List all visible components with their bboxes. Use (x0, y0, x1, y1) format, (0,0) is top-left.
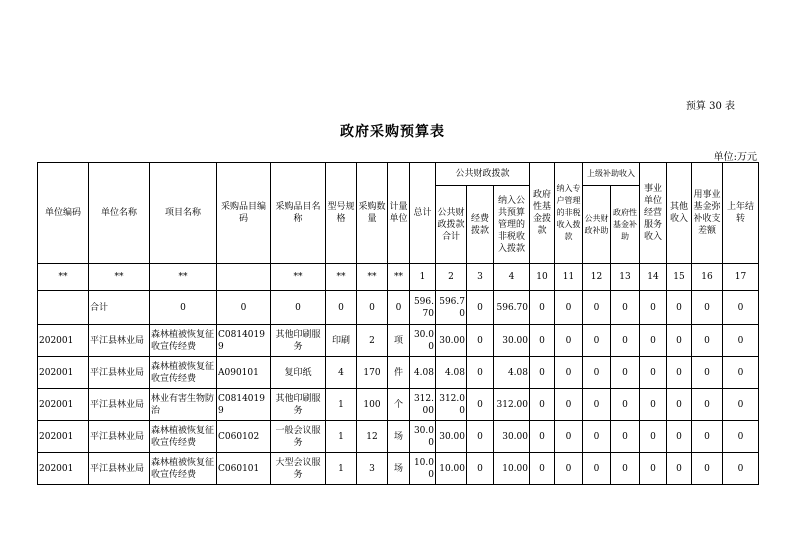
cell-total: 4.08 (410, 357, 436, 389)
cell-pf-sum: 4.08 (436, 357, 467, 389)
table-row (38, 291, 759, 325)
cell-other-income: 0 (667, 325, 692, 357)
header-pf-fee: 经费拨款 (467, 186, 494, 264)
index-cell: 1 (410, 264, 436, 291)
cell-special-nontax: 0 (555, 357, 583, 389)
cell-pf-sum: 596.70 (436, 291, 467, 325)
cell-total: 30.00 (410, 325, 436, 357)
cell-unit: 场 (388, 421, 410, 453)
cell-carryover: 0 (723, 291, 759, 325)
cell-project: 森林植被恢复征收宣传经费 (150, 325, 217, 357)
cell-sup-fund: 0 (611, 325, 640, 357)
header-catalog-name: 采购品目名称 (271, 163, 326, 264)
cell-gov-fund: 0 (530, 421, 555, 453)
cell-spec: 1 (326, 453, 357, 485)
cell-business-income: 0 (640, 291, 667, 325)
header-business-fund-gap: 用事业基金弥补收支差额 (692, 163, 723, 264)
header-dept-name: 单位名称 (89, 163, 150, 264)
budget-table (37, 162, 759, 485)
unit-label: 单位:万元 (713, 152, 757, 163)
cell-sup-fund: 0 (611, 357, 640, 389)
header-business-income: 事业单位经营服务收入 (640, 163, 667, 264)
cell-catalog-code: C060102 (217, 421, 271, 453)
cell-dept: 平江县林业局 (89, 453, 150, 485)
cell-carryover: 0 (723, 325, 759, 357)
cell-business-fund-gap: 0 (692, 357, 723, 389)
header-measure-unit: 计量单位 (388, 163, 410, 264)
cell-special-nontax: 0 (555, 389, 583, 421)
cell-business-income: 0 (640, 421, 667, 453)
cell-other-income: 0 (667, 389, 692, 421)
index-cell: 16 (692, 264, 723, 291)
cell-catalog-code: A090101 (217, 357, 271, 389)
cell-pf-sum: 10.00 (436, 453, 467, 485)
cell-unit: 个 (388, 389, 410, 421)
cell-business-income: 0 (640, 357, 667, 389)
index-cell: ** (326, 264, 357, 291)
cell-qty: 3 (357, 453, 388, 485)
cell-pf-fee: 0 (467, 357, 494, 389)
form-number: 预算 30 表 (685, 101, 735, 112)
header-spec: 型号规格 (326, 163, 357, 264)
cell-dept: 平江县林业局 (89, 421, 150, 453)
cell-business-fund-gap: 0 (692, 453, 723, 485)
cell-code (38, 291, 89, 325)
cell-business-income: 0 (640, 325, 667, 357)
cell-unit: 项 (388, 325, 410, 357)
cell-gov-fund: 0 (530, 453, 555, 485)
cell-sup-public: 0 (583, 453, 611, 485)
header-superior-subsidy: 上级补助收入 (583, 163, 640, 186)
cell-carryover: 0 (723, 453, 759, 485)
table-row (38, 389, 759, 421)
index-cell: ** (388, 264, 410, 291)
cell-pf-fee: 0 (467, 421, 494, 453)
cell-code: 202001 (38, 389, 89, 421)
cell-other-income: 0 (667, 453, 692, 485)
header-dept-code: 单位编码 (38, 163, 89, 264)
header-sup-public: 公共财政补助 (583, 186, 611, 264)
cell-business-income: 0 (640, 453, 667, 485)
cell-dept: 平江县林业局 (89, 325, 150, 357)
cell-total: 30.00 (410, 421, 436, 453)
cell-catalog-code: C08140199 (217, 325, 271, 357)
index-cell (217, 264, 271, 291)
cell-spec: 1 (326, 389, 357, 421)
cell-other-income: 0 (667, 421, 692, 453)
cell-gov-fund: 0 (530, 357, 555, 389)
cell-special-nontax: 0 (555, 453, 583, 485)
header-catalog-code: 采购品目编码 (217, 163, 271, 264)
cell-pf-nontax: 30.00 (494, 421, 530, 453)
index-cell: ** (357, 264, 388, 291)
index-cell: 2 (436, 264, 467, 291)
index-cell: ** (38, 264, 89, 291)
index-cell: ** (271, 264, 326, 291)
cell-code: 202001 (38, 357, 89, 389)
cell-qty: 100 (357, 389, 388, 421)
header-row-1 (38, 163, 759, 186)
cell-pf-fee: 0 (467, 389, 494, 421)
header-carryover: 上年结转 (723, 163, 759, 264)
cell-pf-nontax: 312.00 (494, 389, 530, 421)
index-cell: 10 (530, 264, 555, 291)
cell-catalog-name: 一般会议服务 (271, 421, 326, 453)
cell-sup-public: 0 (583, 325, 611, 357)
cell-business-fund-gap: 0 (692, 291, 723, 325)
cell-special-nontax: 0 (555, 291, 583, 325)
index-cell: ** (150, 264, 217, 291)
cell-project: 0 (150, 291, 217, 325)
table-row (38, 325, 759, 357)
cell-qty: 2 (357, 325, 388, 357)
index-cell: 13 (611, 264, 640, 291)
index-cell: 12 (583, 264, 611, 291)
cell-total: 312.00 (410, 389, 436, 421)
cell-qty: 0 (357, 291, 388, 325)
cell-carryover: 0 (723, 389, 759, 421)
cell-total: 10.00 (410, 453, 436, 485)
cell-sup-public: 0 (583, 421, 611, 453)
cell-spec: 4 (326, 357, 357, 389)
index-cell: ** (89, 264, 150, 291)
index-cell: 4 (494, 264, 530, 291)
cell-project: 森林植被恢复征收宣传经费 (150, 421, 217, 453)
cell-special-nontax: 0 (555, 421, 583, 453)
cell-code: 202001 (38, 453, 89, 485)
cell-gov-fund: 0 (530, 325, 555, 357)
cell-pf-nontax: 596.70 (494, 291, 530, 325)
header-public-finance: 公共财政拨款 (436, 163, 530, 186)
table-row (38, 421, 759, 453)
cell-business-fund-gap: 0 (692, 421, 723, 453)
cell-unit: 件 (388, 357, 410, 389)
cell-dept: 平江县林业局 (89, 389, 150, 421)
cell-spec: 1 (326, 421, 357, 453)
cell-pf-nontax: 30.00 (494, 325, 530, 357)
index-cell: 15 (667, 264, 692, 291)
header-project-name: 项目名称 (150, 163, 217, 264)
cell-catalog-name: 复印纸 (271, 357, 326, 389)
cell-business-income: 0 (640, 389, 667, 421)
header-pf-sum: 公共财政拨款合计 (436, 186, 467, 264)
index-row (38, 264, 759, 291)
cell-business-fund-gap: 0 (692, 389, 723, 421)
header-total: 总计 (410, 163, 436, 264)
cell-catalog-code: C08140199 (217, 389, 271, 421)
cell-spec: 印刷 (326, 325, 357, 357)
table-row (38, 357, 759, 389)
cell-pf-fee: 0 (467, 291, 494, 325)
cell-sup-public: 0 (583, 357, 611, 389)
table-body (38, 291, 759, 485)
cell-unit: 0 (388, 291, 410, 325)
cell-code: 202001 (38, 325, 89, 357)
header-quantity: 采购数量 (357, 163, 388, 264)
cell-spec: 0 (326, 291, 357, 325)
cell-sup-fund: 0 (611, 389, 640, 421)
cell-unit: 场 (388, 453, 410, 485)
index-cell: 17 (723, 264, 759, 291)
cell-catalog-name: 其他印刷服务 (271, 325, 326, 357)
cell-project: 林业有害生物防治 (150, 389, 217, 421)
cell-gov-fund: 0 (530, 389, 555, 421)
table-row (38, 453, 759, 485)
cell-pf-nontax: 4.08 (494, 357, 530, 389)
cell-other-income: 0 (667, 357, 692, 389)
page-title: 政府采购预算表 (340, 124, 445, 140)
cell-sup-public: 0 (583, 291, 611, 325)
cell-carryover: 0 (723, 421, 759, 453)
header-gov-fund: 政府性基金拨款 (530, 163, 555, 264)
index-cell: 11 (555, 264, 583, 291)
header-pf-nontax: 纳入公共预算管理的非税收入拨款 (494, 186, 530, 264)
cell-catalog-code: 0 (217, 291, 271, 325)
cell-catalog-name: 0 (271, 291, 326, 325)
cell-sup-fund: 0 (611, 453, 640, 485)
cell-qty: 12 (357, 421, 388, 453)
cell-gov-fund: 0 (530, 291, 555, 325)
cell-pf-sum: 30.00 (436, 325, 467, 357)
cell-project: 森林植被恢复征收宣传经费 (150, 453, 217, 485)
cell-sup-fund: 0 (611, 421, 640, 453)
header-special-nontax: 纳入专户管理的非税收入拨款 (555, 163, 583, 264)
header-sup-fund: 政府性基金补助 (611, 186, 640, 264)
cell-sup-fund: 0 (611, 291, 640, 325)
cell-pf-sum: 30.00 (436, 421, 467, 453)
cell-pf-sum: 312.00 (436, 389, 467, 421)
index-cell: 3 (467, 264, 494, 291)
header-other-income: 其他收入 (667, 163, 692, 264)
cell-catalog-name: 其他印刷服务 (271, 389, 326, 421)
cell-pf-nontax: 10.00 (494, 453, 530, 485)
cell-special-nontax: 0 (555, 325, 583, 357)
index-cell: 14 (640, 264, 667, 291)
cell-pf-fee: 0 (467, 325, 494, 357)
cell-other-income: 0 (667, 291, 692, 325)
cell-code: 202001 (38, 421, 89, 453)
cell-dept: 合计 (89, 291, 150, 325)
cell-sup-public: 0 (583, 389, 611, 421)
cell-dept: 平江县林业局 (89, 357, 150, 389)
cell-carryover: 0 (723, 357, 759, 389)
cell-total: 596.70 (410, 291, 436, 325)
cell-catalog-code: C060101 (217, 453, 271, 485)
cell-catalog-name: 大型会议服务 (271, 453, 326, 485)
cell-qty: 170 (357, 357, 388, 389)
cell-project: 森林植被恢复征收宣传经费 (150, 357, 217, 389)
cell-pf-fee: 0 (467, 453, 494, 485)
cell-business-fund-gap: 0 (692, 325, 723, 357)
